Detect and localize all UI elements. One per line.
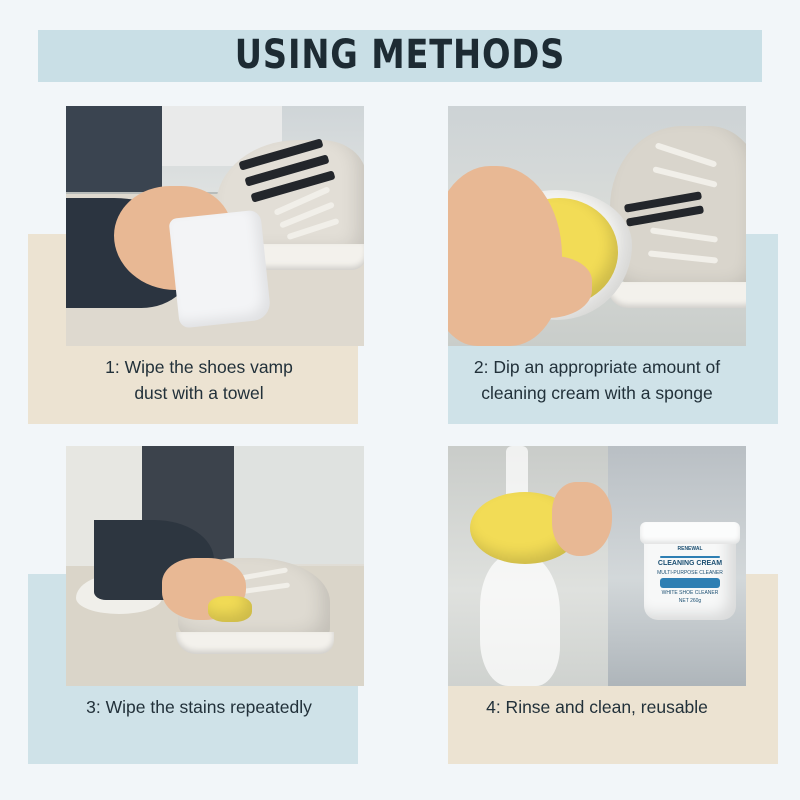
step-4-caption-line1: 4: Rinse and clean, reusable xyxy=(486,697,708,717)
page-header xyxy=(0,0,800,96)
sneaker-sole xyxy=(608,282,746,308)
towel-shape xyxy=(169,209,272,328)
step-4-caption xyxy=(432,694,762,720)
step-card-1 xyxy=(28,106,396,431)
step-card-3 xyxy=(28,446,396,771)
scene-wipe-vamp xyxy=(66,106,364,346)
thumb-shape xyxy=(494,256,592,318)
step-2-caption xyxy=(432,354,762,406)
step-3-caption-line1: 3: Wipe the stains repeatedly xyxy=(86,697,312,717)
product-brand: RENEWAL xyxy=(677,546,703,552)
scene-wipe-stains xyxy=(66,446,364,686)
step-3-photo xyxy=(66,446,364,686)
scene-rinse-sponge xyxy=(448,446,746,686)
sponge-shape xyxy=(208,596,252,622)
scene-dip-sponge xyxy=(448,106,746,346)
product-footer: WHITE SHOE CLEANER xyxy=(661,590,719,596)
step-1-caption xyxy=(34,354,364,406)
hand-shape xyxy=(552,482,612,556)
steps-grid xyxy=(0,96,800,776)
step-3-caption xyxy=(34,694,364,720)
step-2-photo xyxy=(448,106,746,346)
product-name: CLEANING CREAM xyxy=(657,560,723,567)
step-4-photo xyxy=(448,446,746,686)
product-subtitle: MULTI-PURPOSE CLEANER xyxy=(657,570,723,576)
step-2-caption-line2: cleaning cream with a sponge xyxy=(481,383,713,403)
step-1-caption-line1: 1: Wipe the shoes vamp xyxy=(105,357,293,377)
step-card-2 xyxy=(410,106,778,431)
product-net-weight: NET 260g xyxy=(678,598,702,604)
step-1-photo xyxy=(66,106,364,346)
step-2-caption-line1: 2: Dip an appropriate amount of xyxy=(473,357,721,377)
product-jar-lid xyxy=(640,522,740,544)
product-label xyxy=(654,546,726,606)
step-card-4 xyxy=(410,446,778,771)
sneaker-sole xyxy=(176,632,334,654)
page-title: USING METHODS xyxy=(234,32,566,78)
water-splash xyxy=(480,554,560,686)
step-1-caption-line2: dust with a towel xyxy=(134,383,264,403)
